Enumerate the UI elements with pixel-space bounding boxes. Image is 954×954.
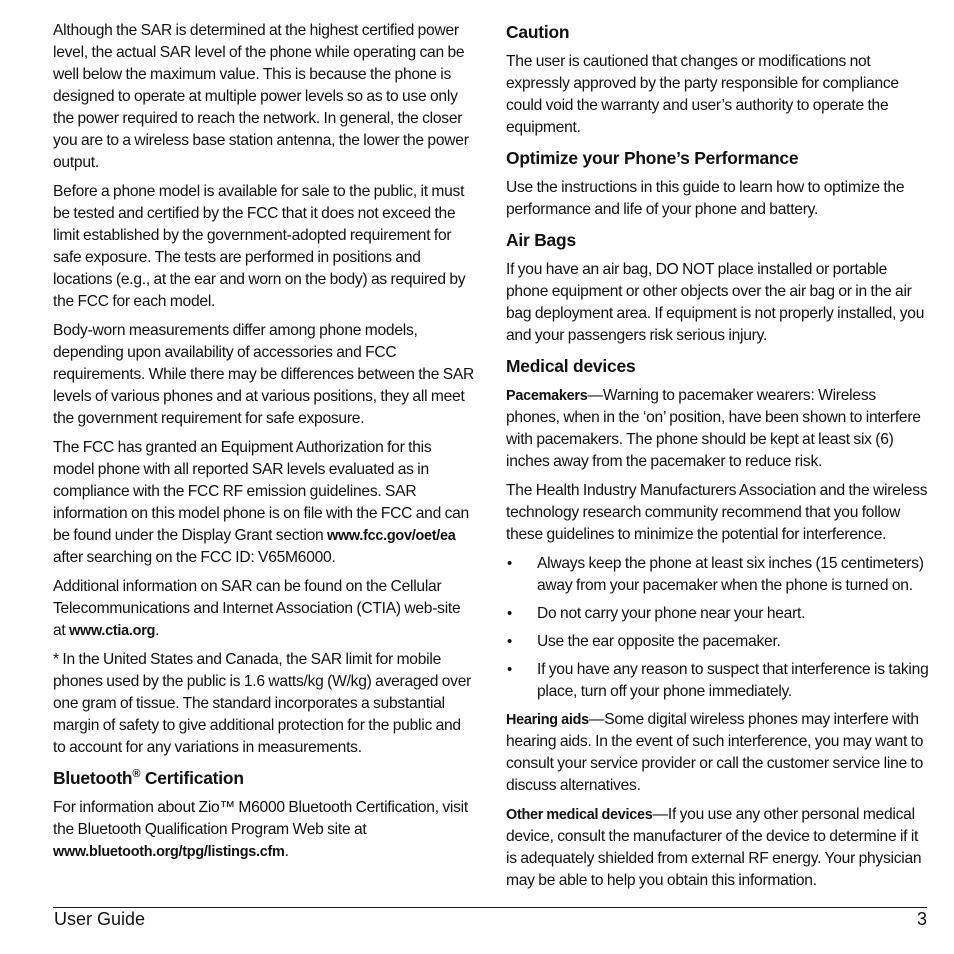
bluetooth-text-end: . bbox=[284, 843, 289, 860]
fcc-text-end: after searching on the FCC ID: V65M6000. bbox=[53, 549, 336, 566]
right-column bbox=[506, 20, 930, 899]
ctia-text-end: . bbox=[155, 622, 160, 639]
bluetooth-link[interactable]: www.bluetooth.org/tpg/listings.cfm bbox=[53, 844, 285, 860]
pacemakers-label: Pacemakers bbox=[506, 388, 588, 404]
list-item-text: Always keep the phone at least six inches (15 centimeters) away from your pacemaker when the phone is turned on. bbox=[537, 555, 924, 594]
footer-title: User Guide bbox=[54, 909, 146, 929]
ctia-text: Additional information on SAR can be found on the Cellular Telecommunications and Internet Association (CTIA) web-site at bbox=[53, 578, 461, 639]
sar-paragraph-2: Before a phone model is available for sale to the public, it must be tested and certified by the FCC that it does not exceed the limit established by the government-adopted requirement for safe exposure. The tests are performed in positions and locations (e.g., at the ear and worn on the body) as required by the FCC for each model. bbox=[53, 183, 466, 310]
bluetooth-text: For information about Zio™ M6000 Bluetooth Certification, visit the Bluetooth Qualification Program Web site at bbox=[53, 799, 468, 838]
fcc-link[interactable]: www.fcc.gov/oet/ea bbox=[327, 528, 456, 544]
bluetooth-paragraph bbox=[53, 797, 475, 863]
list-item-text: If you have any reason to suspect that interference is taking place, turn off your phone immediately. bbox=[537, 661, 929, 700]
other-devices-text: —If you use any other personal medical device, consult the manufacturer of the device to determine if it is adequately shielded from external RF energy. Your physician may be able to help you obtain this information. bbox=[506, 806, 922, 889]
list-item-text: Use the ear opposite the pacemaker. bbox=[537, 633, 781, 650]
optimize-paragraph: Use the instructions in this guide to learn how to optimize the performance and life of your phone and battery. bbox=[506, 179, 905, 218]
hearing-aids-text: —Some digital wireless phones may interfere with hearing aids. In the event of such interference, you may want to consult your service provider or call the customer service line to discuss alternatives. bbox=[506, 711, 924, 794]
medical-heading: Medical devices bbox=[506, 356, 636, 376]
other-devices-paragraph bbox=[506, 804, 930, 892]
list-item bbox=[506, 659, 930, 703]
list-item bbox=[506, 553, 930, 597]
bluetooth-heading-suffix: Certification bbox=[140, 768, 244, 788]
sar-paragraph-3: Body-worn measurements differ among phone models, depending upon availability of accessories and FCC requirements. While there may be differences between the SAR levels of various phones and at various positions, they all meet the government requirement for safe exposure. bbox=[53, 322, 475, 427]
pacemakers-text: —Warning to pacemaker wearers: Wireless phones, when in the ‘on’ position, have been shown to interfere with pacemakers. The phone should be kept at least six (6) inches away from the pacemaker to reduce risk. bbox=[506, 387, 921, 470]
footer-divider bbox=[53, 907, 927, 908]
list-item bbox=[506, 603, 930, 625]
sar-paragraph-4 bbox=[53, 437, 475, 569]
bullet-icon: • bbox=[507, 633, 513, 650]
bullet-icon: • bbox=[507, 605, 513, 622]
sar-paragraph-5 bbox=[53, 576, 475, 642]
hearing-aids-label: Hearing aids bbox=[506, 712, 589, 728]
fcc-text: The FCC has granted an Equipment Authorization for this model phone with all reported SAR levels evaluated as in compliance with the FCC RF emission guidelines. SAR information on this model phone is on file with the FCC and can be found under the Display Grant section bbox=[53, 439, 469, 544]
registered-mark: ® bbox=[132, 768, 141, 781]
bullet-icon: • bbox=[507, 555, 513, 572]
bluetooth-heading bbox=[53, 766, 475, 790]
hima-paragraph: The Health Industry Manufacturers Association and the wireless technology research community recommend that you follow these guidelines to minimize the potential for interference. bbox=[506, 482, 928, 543]
bullet-icon: • bbox=[507, 661, 513, 678]
airbags-heading: Air Bags bbox=[506, 230, 576, 250]
sar-paragraph-1: Although the SAR is determined at the highest certified power level, the actual SAR level of the phone while operating can be well below the maximum value. This is because the phone is designed to operate at multiple power levels so as to use only the power required to reach the network. In general, the closer you are to a wireless base station antenna, the lower the power output. bbox=[53, 22, 469, 171]
ctia-link[interactable]: www.ctia.org bbox=[69, 623, 156, 639]
airbags-paragraph: If you have an air bag, DO NOT place installed or portable phone equipment or other objects over the air bag or in the air bag deployment area. If equipment is not properly installed, you and your passengers risk serious injury. bbox=[506, 261, 925, 344]
pacemakers-paragraph bbox=[506, 385, 930, 473]
list-item bbox=[506, 631, 930, 653]
other-devices-label: Other medical devices bbox=[506, 807, 653, 823]
list-item-text: Do not carry your phone near your heart. bbox=[537, 605, 806, 622]
caution-heading: Caution bbox=[506, 22, 570, 42]
caution-paragraph: The user is cautioned that changes or modifications not expressly approved by the party responsible for compliance could void the warranty and user’s authority to operate the equipment. bbox=[506, 53, 899, 136]
pacemaker-guidelines-list bbox=[506, 553, 930, 703]
left-column bbox=[53, 20, 475, 870]
page-number: 3 bbox=[916, 909, 927, 929]
optimize-heading: Optimize your Phone’s Performance bbox=[506, 148, 799, 168]
sar-limit-note: * In the United States and Canada, the SAR limit for mobile phones used by the public is 1.6 watts/kg (W/kg) averaged over one gram of tissue. The standard incorporates a substantial margin of safety to give additional protection for the public and to account for any variations in measurements. bbox=[53, 651, 472, 756]
hearing-aids-paragraph bbox=[506, 709, 930, 797]
bluetooth-heading-text: Bluetooth bbox=[53, 768, 133, 788]
